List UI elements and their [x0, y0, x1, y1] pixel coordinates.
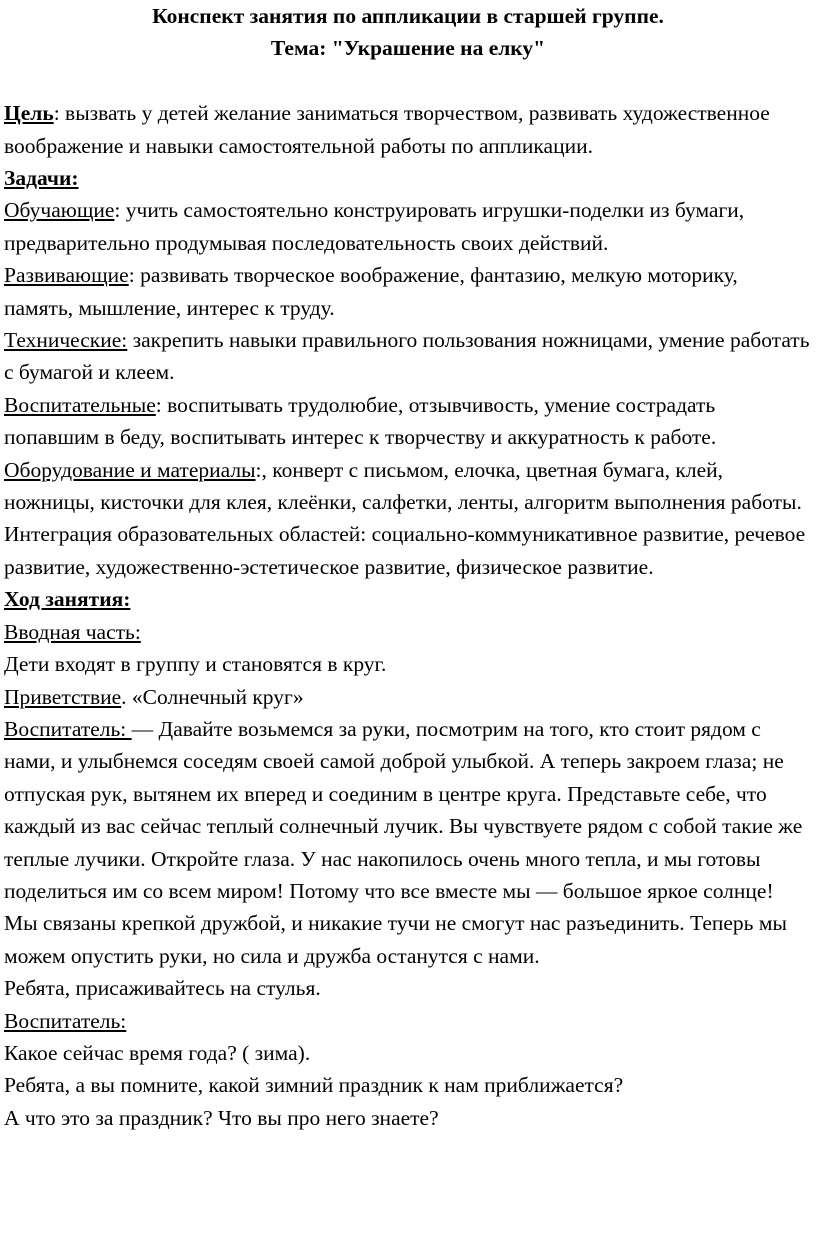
document-topic: Тема: "Украшение на елку" [270, 36, 546, 61]
teacher-speech [4, 713, 812, 972]
task-upbringing-label: Воспитательные [4, 392, 156, 417]
task-upbringing-text: : воспитывать трудолюбие, отзывчивость, умение сострадать попавшим в беду, воспитывать интерес к творчеству и аккуратность к работе. [4, 392, 717, 450]
tasks-heading-text: Задачи: [4, 166, 79, 191]
sit-down-line: Ребята, присаживайтесь на стулья. [4, 976, 321, 1001]
task-upbringing [4, 389, 812, 454]
question-holiday: Ребята, а вы помните, какой зимний праздник к нам приближается? [4, 1073, 624, 1098]
lesson-heading-text: Ход занятия: [4, 587, 131, 612]
task-technical-text: закрепить навыки правильного пользования ножницами, умение работать с бумагой и клеем. [4, 328, 810, 385]
greeting-line [4, 681, 812, 713]
greeting-text: . «Солнечный круг» [121, 684, 304, 709]
intro-text: Дети входят в группу и становятся в круг. [4, 652, 387, 677]
task-educational [4, 194, 812, 259]
teacher-label-line [4, 1005, 812, 1037]
question-season: Какое сейчас время года? ( зима). [4, 1040, 311, 1065]
blank-line [4, 65, 812, 97]
teacher-label: Воспитатель: [4, 716, 132, 741]
equipment-label: Оборудование и материалы [4, 457, 256, 482]
task-developmental-label: Развивающие [4, 263, 129, 288]
lesson-heading [4, 583, 812, 615]
goal-paragraph [4, 97, 812, 162]
goal-label: Цель [4, 101, 54, 126]
task-educational-label: Обучающие [4, 198, 115, 223]
goal-text: : вызвать у детей желание заниматься творчеством, развивать художественное воображение и навыки самостоятельной работы по аппликации. [4, 101, 770, 158]
intro-label: Вводная часть: [4, 619, 141, 644]
intro-label-line [4, 616, 812, 648]
task-developmental-text: : развивать творческое воображение, фантазию, мелкую моторику, память, мышление, интерес к труду. [4, 263, 738, 320]
teacher-label-2: Воспитатель: [4, 1008, 127, 1033]
equipment-paragraph [4, 454, 812, 519]
title-block [4, 0, 812, 65]
teacher-speech-text: — Давайте возьмемся за руки, посмотрим на того, кто стоит рядом с нами, и улыбнемся соседям своей самой доброй улыбкой. А теперь закроем глаза; не отпуская рук, вытянем их вперед и соединим в центре круга. Представьте себе, что каждый из вас сейчас теплый солнечный лучик. Вы чувствуете рядом с собой такие же теплые лучики. Откройте глаза. У нас накопилось очень много тепла, и мы готовы поделиться им со всем миром! Потому что все вместе мы — большое яркое солнце! Мы связаны крепкой дружбой, и никакие тучи не смогут нас разъединить. Теперь мы можем опустить руки, но сила и дружба останутся с нами. [4, 716, 803, 968]
task-technical-label: Технические: [4, 328, 128, 353]
equipment-text: :, конверт с письмом, елочка, цветная бумага, клей, ножницы, кисточки для клея, клеёнки, салфетки, ленты, алгоритм выполнения работы. [4, 457, 802, 515]
tasks-heading [4, 162, 812, 194]
integration-paragraph: Интеграция образовательных областей: социально-коммуникативное развитие, речевое развитие, художественно-эстетическое развитие, физическое развитие. [4, 522, 806, 579]
document-title: Конспект занятия по аппликации в старшей группе. [152, 4, 664, 28]
task-developmental [4, 259, 812, 324]
task-technical [4, 324, 812, 389]
greeting-label: Приветствие [4, 684, 122, 709]
question-what-holiday: А что это за праздник? Что вы про него знаете? [4, 1105, 439, 1130]
task-educational-text: : учить самостоятельно конструировать игрушки-поделки из бумаги, предварительно продумывая последовательность своих действий. [4, 198, 745, 255]
